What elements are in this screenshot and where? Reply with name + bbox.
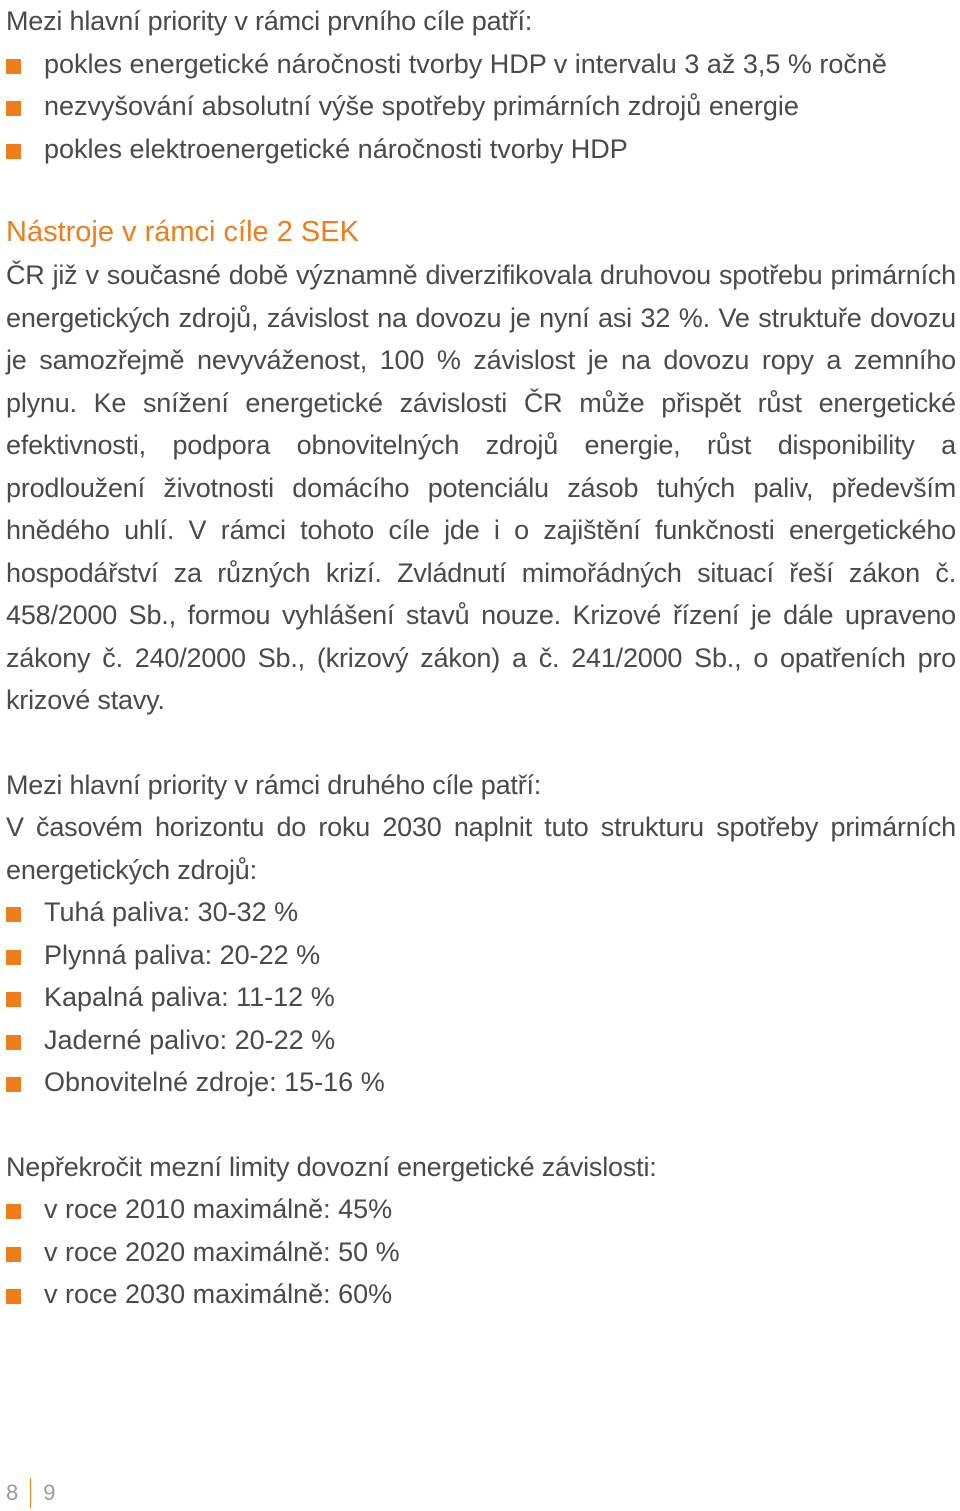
left-page-number: 8 xyxy=(6,1480,19,1505)
bullet-item: v roce 2010 maximálně: 45% xyxy=(6,1188,956,1231)
bullet-item: nezvyšování absolutní výše spotřeby primárních zdrojů energie xyxy=(6,85,956,128)
limits-intro: Nepřekročit mezní limity dovozní energetické závislosti: xyxy=(6,1151,657,1182)
bullet-item: Jaderné palivo: 20-22 % xyxy=(6,1019,956,1062)
page-numbers xyxy=(6,1478,56,1508)
structure-lead: V časovém horizontu do roku 2030 naplnit tuto strukturu spotřeby primárních energetických zdrojů: xyxy=(6,812,956,885)
section-heading: Nástroje v rámci cíle 2 SEK xyxy=(6,216,359,248)
bullet-item: Plynná paliva: 20-22 % xyxy=(6,934,956,977)
bullet-item: v roce 2020 maximálně: 50 % xyxy=(6,1231,956,1274)
body-paragraph: ČR již v současné době významně diverzifikovala druhovou spotřebu primárních energetických zdrojů, závislost na dovozu je nyní asi 32 %. Ve struktuře dovozu je samozřejmě nevyváženost, 100 % závislost je na dovozu ropy a zemního plynu. Ke snížení energetické závislosti ČR může přispět růst energetické efektivnosti, podpora obnovitelných zdrojů energie, růst disponibility a prodloužení životnosti domácího potenciálu zásob tuhých paliv, především hnědého uhlí. V rámci tohoto cíle jde i o zajištění funkčnosti energetického hospodářství za různých krizí. Zvládnutí mimořádných situací řeší zákon č. 458/2000 Sb., formou vyhlášení stavů nouze. Krizové řízení je dále upraveno zákony č. 240/2000 Sb., (krizový zákon) a č. 241/2000 Sb., o opatřeních pro krizové stavy. xyxy=(6,260,956,715)
bullet-item: Kapalná paliva: 11-12 % xyxy=(6,976,956,1019)
bullet-item: Obnovitelné zdroje: 15-16 % xyxy=(6,1061,956,1104)
priorities-intro-2: Mezi hlavní priority v rámci druhého cíle patří: xyxy=(6,769,542,800)
bullet-item: v roce 2030 maximálně: 60% xyxy=(6,1273,956,1316)
page-divider xyxy=(30,1478,31,1508)
right-page-number: 9 xyxy=(43,1480,56,1505)
priorities-intro-1: Mezi hlavní priority v rámci prvního cíle patří: xyxy=(6,6,533,36)
bullet-item: pokles elektroenergetické náročnosti tvorby HDP xyxy=(6,128,956,171)
bullet-item: Tuhá paliva: 30-32 % xyxy=(6,891,956,934)
document-page xyxy=(6,0,956,1316)
bullet-item: pokles energetické náročnosti tvorby HDP v intervalu 3 až 3,5 % ročně xyxy=(6,43,904,86)
